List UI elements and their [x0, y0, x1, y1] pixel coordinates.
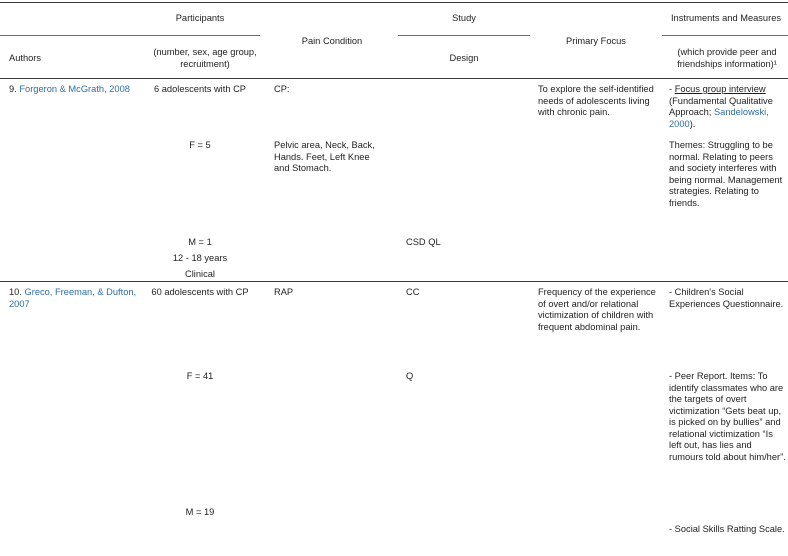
row-10-primary-focus: Frequency of the experience of overt and/or relational victimization of children with frequent abdominal pain. [538, 287, 656, 332]
focus-group-interview: Focus group interview [674, 84, 766, 94]
header-instruments: Instruments and Measures [670, 13, 782, 23]
row-9-participants-age: 12 - 18 years [172, 253, 228, 263]
header-top-rule [0, 2, 788, 3]
row-10-participants-female: F = 41 [186, 371, 214, 381]
header-pain-condition: Pain Condition [301, 36, 363, 46]
row-10-instruments-questionnaire: - Children's Social Experiences Questionnaire. [669, 287, 784, 309]
row-10-author [9, 287, 139, 310]
row-10-participants-count: 60 adolescents with CP [151, 287, 249, 297]
header-participants-sub: (number, sex, age group, recruitment) [153, 47, 257, 69]
row-separator [0, 281, 788, 282]
header-primary-focus: Primary Focus [566, 36, 626, 46]
instruments-underline [662, 35, 788, 36]
row-9-pain-condition-areas: Pelvic area, Neck, Back, Hands. Feet, Left Knee and Stomach. [274, 140, 375, 173]
row-9-participants-recruitment: Clinical [185, 269, 215, 279]
row-10-author-prefix: 10. [9, 287, 25, 297]
row-9-design: CSD QL [406, 237, 441, 247]
row-10-instruments-peer-report: - Peer Report. Items: To identify classmates who are the targets of overt victimization “Gets beat up, is picked on by bullies” and relational victimization “Is left out, has lies and rumours told about him/her”. [669, 371, 786, 462]
row-9-pain-condition-label: CP: [274, 84, 290, 94]
row-10-author-link[interactable]: Greco, Freeman, & Dufton, 2007 [9, 287, 137, 309]
row-10-pain-condition: RAP [274, 287, 294, 297]
row-9-participants-female: F = 5 [189, 140, 211, 150]
row-9-instruments-themes: Themes: Struggling to be normal. Relating to peers and society interferes with being normal. Management strategies. Relating to friends. [669, 140, 783, 208]
row-9-author [9, 84, 130, 96]
header-instruments-sub: (which provide peer and friendships information)¹ [677, 47, 777, 69]
sandelowski-citation[interactable]: Sandelowski, 2000 [669, 107, 769, 129]
row-10-design-q: Q [406, 371, 414, 381]
participants-underline [0, 35, 260, 36]
header-authors: Authors [9, 53, 42, 63]
header-study: Study [452, 13, 476, 23]
row-9-participants-male: M = 1 [188, 237, 212, 247]
row-9-author-prefix: 9. [9, 84, 20, 94]
row-10-participants-male: M = 19 [185, 507, 215, 517]
row-9-participants-count: 6 adolescents with CP [154, 84, 246, 94]
header-participants: Participants [175, 13, 225, 23]
row-10-instruments-social-skills: - Social Skills Ratting Scale. [669, 524, 785, 534]
header-design: Design [449, 53, 479, 63]
row-10-design-cc: CC [406, 287, 420, 297]
row-9-instruments-interview: - Focus group interview (Fundamental Qualitative Approach; Sandelowski, 2000). [669, 84, 773, 129]
study-underline [398, 35, 530, 36]
row-9-approach: (Fundamental Qualitative Approach; [669, 95, 773, 117]
row-9-author-link[interactable]: Forgeron & McGrath, 2008 [19, 84, 130, 94]
header-bottom-rule [0, 78, 788, 79]
row-9-primary-focus: To explore the self-identified needs of adolescents living with chronic pain. [538, 84, 654, 117]
